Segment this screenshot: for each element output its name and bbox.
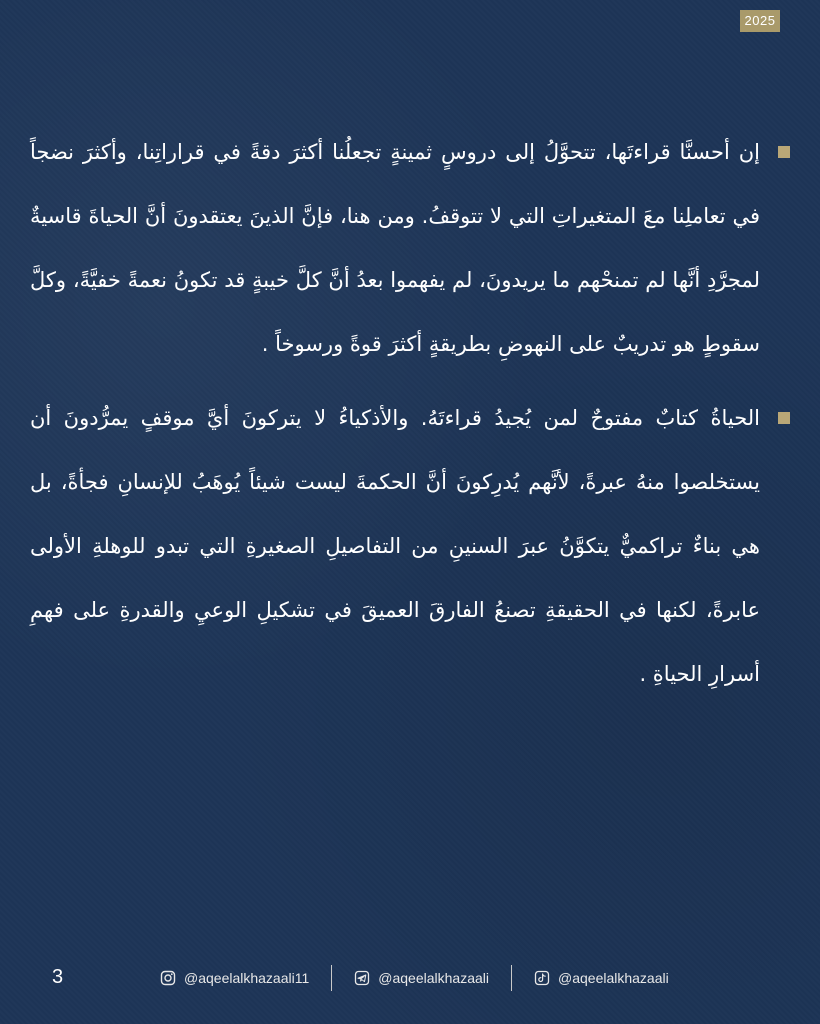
- instagram-icon: [160, 970, 176, 986]
- tiktok-handle: @aqeelalkhazaali: [558, 970, 669, 986]
- bullet-square-icon: [778, 412, 790, 424]
- instagram-handle: @aqeelalkhazaali11: [184, 970, 310, 986]
- tiktok-link[interactable]: [534, 970, 669, 986]
- instagram-link[interactable]: [160, 970, 309, 986]
- page-number: 3: [52, 966, 64, 988]
- tiktok-icon: [534, 970, 550, 986]
- article-body: [30, 120, 790, 716]
- year-badge: 2025: [740, 10, 780, 32]
- telegram-handle: @aqeelalkhazaali: [378, 970, 489, 986]
- paragraph-2: [30, 386, 790, 706]
- paragraph-1-text: إن أحسنَّا قراءتَها، تتحوَّلُ إلى دروسٍ ثمينةٍ تجعلُنا أكثرَ دقةً في قراراتِنا، وأكثرَ نضجاً في تعاملِنا معَ المتغيراتِ التي لا تتوقفُ. ومن هنا، فإنَّ الذينَ يعتقدونَ أنَّ الحياةَ قاسيةٌ لمجرَّدِ أنَّها لم تمنحْهم ما يريدونَ، لم يفهموا بعدُ أنَّ كلَّ خيبةٍ قد تكونُ نعمةً خفيَّةً، وكلَّ سقوطٍ هو تدريبٌ على النهوضِ بطريقةٍ أكثرَ قوةً ورسوخاً .: [30, 140, 760, 356]
- paragraph-1: [30, 120, 790, 376]
- bullet-square-icon: [778, 146, 790, 158]
- social-links: [160, 964, 669, 992]
- divider: [511, 965, 512, 991]
- paragraph-2-text: الحياةُ كتابٌ مفتوحٌ لمن يُجيدُ قراءتَهُ. والأذكياءُ لا يتركونَ أيَّ موقفٍ يمرُّدونَ أن يستخلصوا منهُ عبرةً، لأنَّهم يُدرِكونَ أنَّ الحكمةَ ليست شيئاً يُوهَبُ للإنسانِ فجأةً، بل هي بناءٌ تراكميٌّ يتكوَّنُ عبرَ السنينِ من التفاصيلِ الصغيرةِ التي تبدو للوهلةِ الأولى عابرةً، لكنها في الحقيقةِ تصنعُ الفارقَ العميقَ في تشكيلِ الوعيِ والقدرةِ على فهمِ أسرارِ الحياةِ .: [30, 406, 760, 686]
- divider: [331, 965, 332, 991]
- footer: [0, 964, 820, 994]
- telegram-icon: [354, 970, 370, 986]
- telegram-link[interactable]: [354, 970, 489, 986]
